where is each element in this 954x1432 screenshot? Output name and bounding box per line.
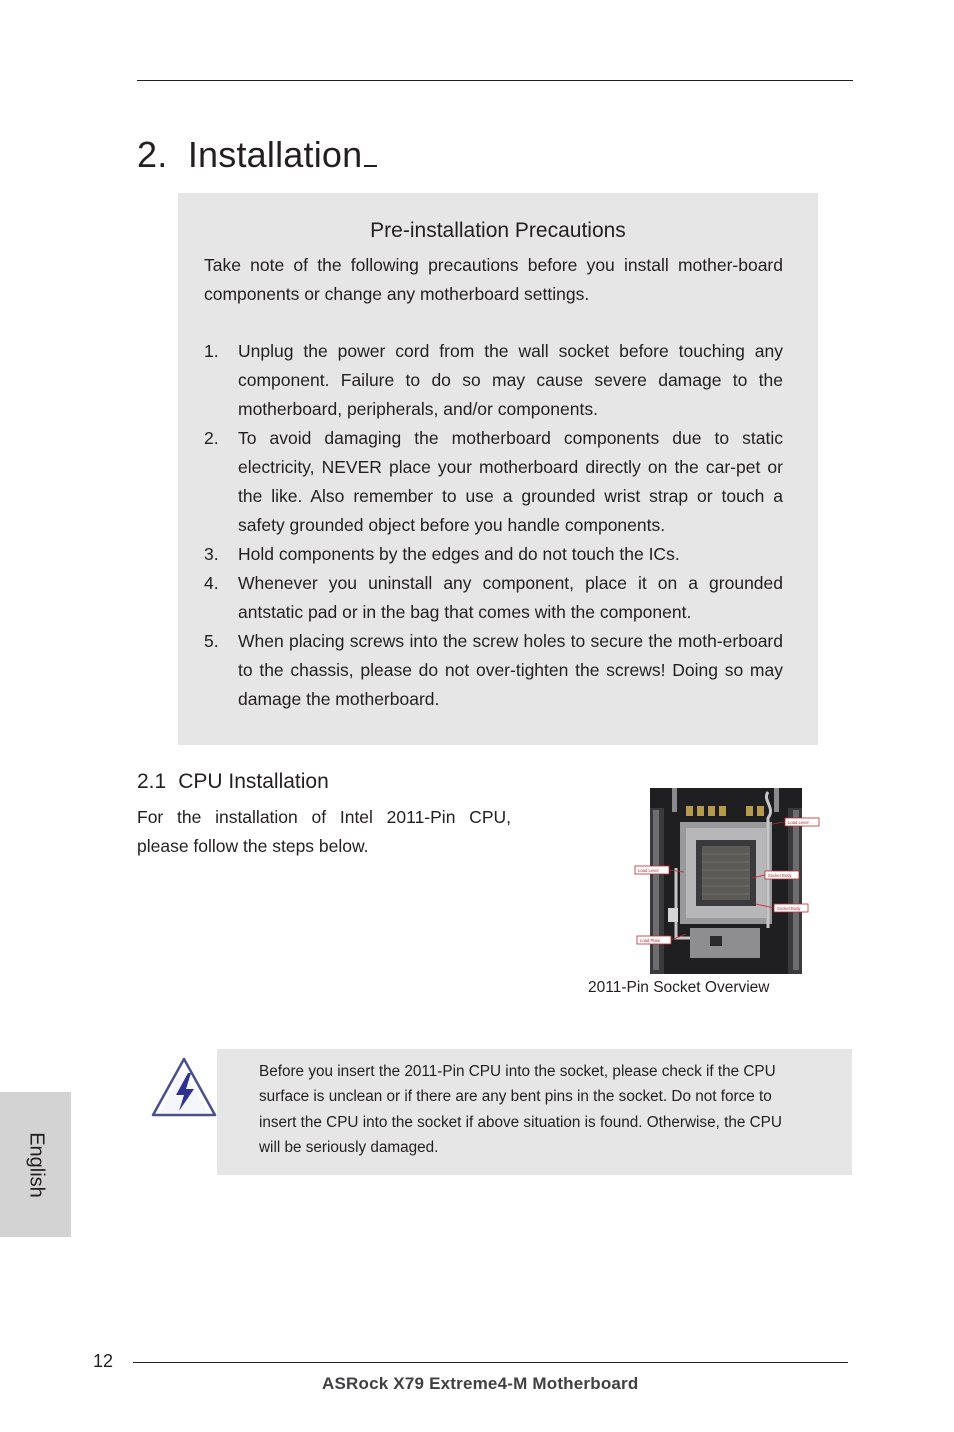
- precautions-box: [178, 193, 818, 745]
- warning-triangle-lightning-icon: [150, 1055, 218, 1119]
- callout-label: Load Lever: [788, 820, 809, 825]
- precautions-intro: Take note of the following precautions before you install mother-board components or change any motherboard settings.: [204, 255, 783, 304]
- warning-text: Before you insert the 2011-Pin CPU into the socket, please check if the CPU surface is unclean or if there are any bent pins in the socket. Do not force to insert the CPU into the socket if above situation is found. Otherwise, the CPU will be seriously damaged.: [259, 1063, 782, 1156]
- section-intro-text: For the installation of Intel 2011-Pin CPU, please follow the steps below.: [137, 807, 511, 856]
- callout-label: Socket Body: [777, 906, 801, 911]
- section-number: 2.1: [137, 770, 167, 793]
- callout-label: Socket Body: [768, 873, 792, 878]
- list-item-number: 4.: [204, 573, 219, 593]
- list-item-text: To avoid damaging the motherboard components due to static electricity, NEVER place your motherboard directly on the car-pet or the like. Also remember to use a grounded wrist strap or touch a safety grounded object before you handle components.: [238, 428, 783, 535]
- list-item-number: 3.: [204, 544, 219, 564]
- bottom-rule: [133, 1362, 848, 1363]
- list-item-text: Unplug the power cord from the wall socket before touching any component. Failure to do so may cause severe damage to the motherboard, peripherals, and/or components.: [238, 341, 783, 419]
- figure-caption: 2011-Pin Socket Overview: [588, 979, 770, 996]
- section-title: CPU Installation: [178, 770, 329, 793]
- list-item-number: 1.: [204, 341, 219, 361]
- section-heading: [137, 768, 329, 796]
- callout-label: Load Lever: [638, 868, 659, 873]
- list-item-number: 5.: [204, 631, 219, 651]
- list-item: [204, 424, 783, 540]
- list-item: [204, 627, 783, 714]
- list-item-text: Hold components by the edges and do not touch the ICs.: [238, 544, 680, 564]
- precautions-list: [204, 337, 783, 714]
- warning-box: [217, 1049, 852, 1175]
- footer-title: ASRock X79 Extreme4-M Motherboard: [322, 1374, 639, 1393]
- top-rule: [137, 80, 853, 81]
- chapter-number: 2.: [137, 134, 168, 175]
- precautions-heading: Pre-installation Precautions: [370, 219, 626, 242]
- language-tab-label: English: [25, 1131, 47, 1198]
- list-item: [204, 569, 783, 627]
- list-item: [204, 540, 783, 569]
- list-item-number: 2.: [204, 428, 219, 448]
- callout-label: Load Plate: [640, 938, 661, 943]
- list-item: [204, 337, 783, 424]
- list-item-text: Whenever you uninstall any component, place it on a grounded antstatic pad or in the bag that comes with the component.: [238, 573, 783, 622]
- chapter-title: [137, 133, 377, 177]
- chapter-title-text: Installation: [187, 134, 363, 175]
- title-underscore: [364, 165, 377, 167]
- list-item-text: When placing screws into the screw holes to secure the moth-erboard to the chassis, please do not over-tighten the screws! Doing so may damage the motherboard.: [238, 631, 783, 709]
- page-number: 12: [93, 1351, 114, 1371]
- socket-callouts: [632, 812, 822, 952]
- language-tab: [0, 1092, 71, 1237]
